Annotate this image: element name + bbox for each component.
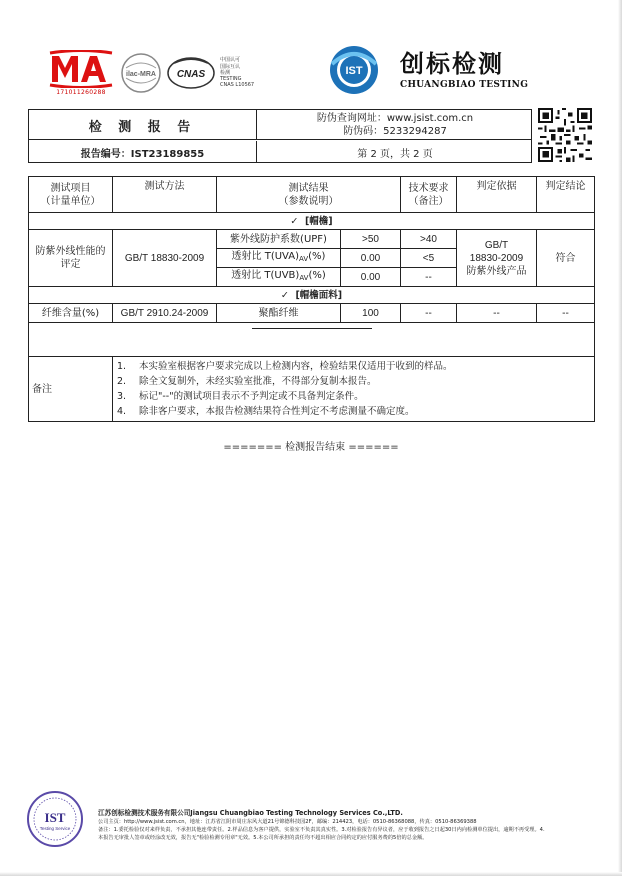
- test-conclusion: --: [537, 304, 595, 323]
- table-header-row: [29, 177, 595, 213]
- test-value: 100: [341, 304, 401, 323]
- cma-logo: [48, 50, 114, 96]
- test-param: 紫外线防护系数(UPF): [217, 230, 341, 249]
- verify-code: 防伪码：5233294287: [343, 126, 447, 137]
- test-value: 0.00: [341, 249, 401, 268]
- check-icon: ✓: [290, 215, 299, 227]
- table-row: [29, 230, 595, 249]
- section-name: [帽檐]: [304, 215, 333, 227]
- brand-name-en: CHUANGBIAO TESTING: [400, 80, 529, 90]
- test-item: 纤维含量(%): [29, 304, 113, 323]
- cnas-logo-icon: [166, 53, 216, 93]
- report-title-block: [28, 109, 532, 163]
- test-requirement: >40: [401, 230, 457, 249]
- test-value: 0.00: [341, 268, 401, 287]
- ilac-mra-logo-icon: [120, 52, 162, 94]
- test-param: 透射比 $T(UVA)_{AV}(\%)$: [217, 249, 341, 268]
- remark-item: 4. 除非客户要求，本报告检测结果符合性判定不考虑测量不确定度。: [117, 406, 415, 417]
- header-item: 测试项目 （计量单位）: [29, 177, 113, 213]
- brand-name-cn: 创标检测: [400, 50, 504, 78]
- footer-notes: 备注：1.委托检验仅对来样负责，不承担其他连带责任。2.样品信息为客户提供，实验室不负责其真实性。3.对检验报告有异议者，应于收到报告之日起30日内向检测单位提出，逾期不再受理。4.: [98, 827, 545, 833]
- test-basis: --: [457, 304, 537, 323]
- footer-contact: 公司主页：http://www.jsist.com.cn，地址：江苏省江阴市周庄东风大道21号锦德科技园2F，邮编：214423，电话：0510-86368088，传真：0510-86369388: [98, 819, 477, 825]
- test-method: GB/T 2910.24-2009: [113, 304, 217, 323]
- svg-text:IST: IST: [345, 65, 363, 77]
- svg-text:IST: IST: [44, 810, 66, 825]
- check-icon: ✓: [280, 289, 289, 301]
- test-method: GB/T 18830-2009: [113, 230, 217, 287]
- brand: [328, 44, 528, 96]
- section-row-brim-fabric: [29, 287, 595, 304]
- test-item: 防紫外线性能的评定: [29, 230, 113, 287]
- accreditation-logos: [48, 48, 266, 98]
- header-requirement: 技术要求 （备注）: [401, 177, 457, 213]
- test-requirement: --: [401, 304, 457, 323]
- page-edge-shadow: [0, 872, 622, 876]
- report-title: 检 测 报 告: [29, 110, 257, 140]
- remarks-label: 备注: [29, 357, 113, 422]
- cma-number: 171011260288: [56, 89, 106, 96]
- divider: [252, 328, 372, 329]
- qr-code-icon[interactable]: [538, 108, 592, 162]
- page-indicator: 第 2 页，共 2 页: [357, 148, 433, 160]
- remark-item: 3. 标记"--"的测试项目表示不予判定或不具备判定条件。: [117, 391, 364, 402]
- remark-item: 2. 除全文复制外，未经实验室批准，不得部分复制本报告。: [117, 376, 377, 387]
- test-value: >50: [341, 230, 401, 249]
- header-conclusion: 判定结论: [537, 177, 595, 213]
- test-param: 透射比 $T(UVB)_{AV}(\%)$: [217, 268, 341, 287]
- test-basis: GB/T 18830-2009 防紫外线产品: [457, 230, 537, 287]
- header-result: 测试结果 （参数说明）: [217, 177, 401, 213]
- cma-mark-icon: [48, 50, 114, 88]
- remarks-row: [29, 357, 595, 422]
- remarks-list: [113, 357, 595, 422]
- test-param: 聚酯纤维: [217, 304, 341, 323]
- remark-item: 1. 本实验室根据客户要求完成以上检测内容，检验结果仅适用于收到的样品。: [117, 361, 453, 372]
- blank-row: [29, 323, 595, 357]
- svg-text:ilac-MRA: ilac-MRA: [126, 71, 156, 78]
- header-method: 测试方法: [113, 177, 217, 213]
- test-conclusion: 符合: [537, 230, 595, 287]
- ist-seal-icon: [26, 790, 84, 848]
- report-end-marker: ======= 检测报告结束 ======: [223, 442, 399, 453]
- footer-company: 江苏创标检测技术服务有限公司Jiangsu Chuangbiao Testing Technology Services Co.,LTD.: [98, 809, 403, 817]
- section-row-brim: [29, 213, 595, 230]
- svg-text:Testing Service: Testing Service: [39, 826, 71, 831]
- table-row: [29, 304, 595, 323]
- cnas-caption: 中国认可 国际互认 检测 TESTING CNAS L10567: [220, 57, 255, 89]
- footer-info: [98, 808, 592, 842]
- test-requirement: <5: [401, 249, 457, 268]
- ist-brand-logo-icon: [328, 44, 380, 96]
- report-number: 报告编号：IST23189855: [29, 141, 257, 163]
- verify-url[interactable]: 防伪查询网址：www.jsist.com.cn: [316, 113, 474, 124]
- test-results-table: [28, 176, 595, 422]
- section-name: [帽檐面料]: [295, 289, 343, 301]
- test-requirement: --: [401, 268, 457, 287]
- svg-text:CNAS: CNAS: [176, 69, 206, 80]
- header-basis: 判定依据: [457, 177, 537, 213]
- page-edge-shadow: [618, 0, 622, 876]
- footer-notes-2: 本报告无审批人签章或经涂改无效，报告无"检验检测专用章"无效。5.本公司所承担的责任均不超出相应合同约定的应付服务费的5倍的总金额。: [98, 835, 428, 841]
